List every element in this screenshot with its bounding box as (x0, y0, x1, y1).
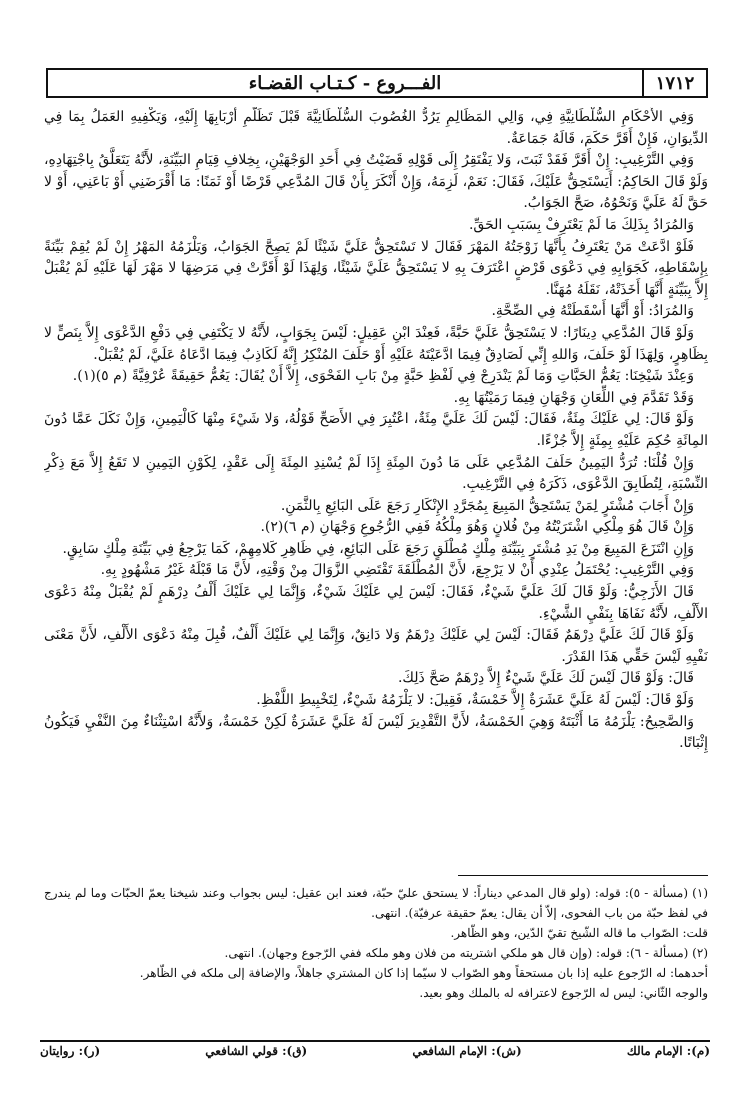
footnotes (44, 883, 708, 1033)
paragraph: وَعِنْدَ شَيْخِنَا: يَعُمُّ الحَبَّاتِ وَمَا لَمْ يَنْدَرِجْ فِي لَفْظِ حَبَّةٍ مِنْ بَابِ الفَحْوَى، إِلاَّ أَنْ يُقَالَ: يَعُمُّ حَقِيقَةً عُرْفِيَّةً (م ٥)(١). (72, 368, 694, 385)
paragraph: وَلَوْ قَالَ لَكَ عَلَيَّ دِرْهَمٌ فَقَالَ: لَيْسَ لِي عَلَيْكَ دِرْهَمٌ وَلا دَانِقٌ، وَإِنَّمَا لِي عَلَيْكَ أَلْفٌ، قُبِلَ مِنْهُ دَعْوَى الأَلْفِ، لأَنَّ مَعْنَى نَفْيِهِ لَيْسَ حَقِّي هَذَا القَدْرَ. (44, 627, 708, 665)
paragraph: وَالمُرَادُ بِذَلِكَ مَا لَمْ يَعْتَرِفْ بِسَبَبِ الحَقِّ. (468, 216, 694, 233)
paragraph: قَالَ الأَزَجِيُّ: وَلَوْ قَالَ لَكَ عَلَيَّ شَيْءٌ، فَقَالَ: لَيْسَ لِي عَلَيْكَ شَيْءٌ، وَإِنَّمَا لِي عَلَيْكَ أَلْفُ دِرْهَمٍ لَمْ يُقْبَلْ مِنْهُ دَعْوَى الأَلْفِ، لأَنَّهُ نَفَاهَا بِنَفْيِ الشَّيْءِ. (44, 584, 708, 622)
footnote-line: والوجه الثّاني: ليس له الرّجوع لاعترافه له بالملك وهو بعيد. (419, 986, 708, 1000)
abbrev-shafii: (ش): الإمام الشافعي (412, 1044, 522, 1058)
footnote-line: أحدهما: له الرّجوع عليه إذا بان مستحقاً وهو الصّواب لا سيّما إذا كان المشتري جاهلاً، والإضافة إلى ملكه في الظّاهر. (139, 966, 708, 980)
footnote-separator (458, 875, 708, 876)
page-header (46, 68, 708, 98)
footnote-line: (١) (مسألة - ٥): قوله: (ولو قال المدعي ديناراً: لا يستحق عليّ حبّة، فعند ابن عقيل: ليس بجواب وعند شيخنا يعمّ الحبّات وما لم يندرج في لفظ حبّة من باب الفحوى، إلاّ أن يقال: يعمّ حقيقة عرفيّة). انتهى. (44, 886, 708, 920)
abbrev-qawlay: (ق): قولي الشافعي (205, 1044, 308, 1058)
paragraph: وَالمُرَادُ: أَوْ أَنَّهَا أَسْقَطَتْهُ فِي الصِّحَّةِ. (491, 303, 694, 320)
paragraph: وَالصَّحِيحُ: يَلْزَمُهُ مَا أَثْبَتَهُ وَهِيَ الخَمْسَةُ، لأَنَّ التَّقْدِيرَ لَيْسَ لَهُ عَلَيَّ عَشَرَةٌ لَكِنْ خَمْسَةٌ، وَلأَنَّهُ اسْتِثْنَاءٌ مِنَ النَّفْيِ فَيَكُونُ إِثْبَاتًا. (44, 713, 708, 752)
paragraph: وَإِنْ قُلْنَا: تُرَدُّ اليَمِينُ حَلَفَ المُدَّعِي عَلَى مَا دُونَ المِئَةِ إِذَا لَمْ يُسْنِدِ المِئَةَ إِلَى عَقْدٍ، لِكَوْنِ اليَمِينِ لا تَقَعُ إِلاَّ مَعَ ذِكْرِ النِّسْبَةِ، لِتُطَابِقَ الدَّعْوَى، ذَكَرَهُ فِي التَّرْغِيبِ. (44, 454, 708, 493)
footnote-line: قلت: الصّواب ما قاله الشّيخ تقيّ الدّين، وهو الظّاهر. (450, 926, 708, 940)
abbrev-malik: (م): الإمام مالك (626, 1044, 710, 1058)
paragraph: وَإِنْ أَجَابَ مُشْتَرٍ لِمَنْ يَسْتَحِقُّ المَبِيعَ بِمُجَرَّدِ الإِنْكَارِ رَجَعَ عَلَى البَائِعِ بِالثَّمَنِ. (280, 497, 694, 514)
paragraph: وَفِي التَّرْغِيبِ: إِنْ أَقَرَّ فَقَدْ ثَبَتَ، وَلا يَفْتَقِرُ إِلَى قَوْلِهِ قَضَيْتُ فِي أَحَدِ الوَجْهَيْنِ، بِخِلافِ قِيَامِ البَيِّنَةِ، لأَنَّهُ يَتَعَلَّقُ بِاجْتِهَادِهِ، وَلَوْ قَالَ الحَاكِمُ: أَيَسْتَحِقُّ عَلَيْكَ، فَقَالَ: نَعَمْ، لَزِمَهُ، وَإِنْ أَنْكَرَ بِأَنْ قَالَ المُدَّعِي قَرْضًا أَوْ ثَمَنًا: مَا أَقْرَضَنِي أَوْ بَاعَنِي، أَوْ لا حَقَّ لَهُ عَلَيَّ وَنَحْوُهُ، صَحَّ الجَوَابُ. (44, 152, 708, 212)
paragraph: وَلَوْ قَالَ: لِي عَلَيْكَ مِئَةٌ، فَقَالَ: لَيْسَ لَكَ عَلَيَّ مِئَةٌ، اعْتُبِرَ فِي الأَصَحِّ قَوْلُهُ، وَلا شَيْءَ مِنْهَا كَالْيَمِينِ، وَإِنْ نَكَلَ عَمَّا دُونَ المِائَةِ حُكِمَ عَلَيْهِ بِمِئَةٍ إِلاَّ جُزْءًا. (44, 411, 708, 449)
paragraph: وَإِنْ قَالَ هُوَ مِلْكِي اشْتَرَيْتُهُ مِنْ فُلانٍ وَهُوَ مِلْكُهُ فَفِي الرُّجُوعِ وَجْهَانِ (م ٦)(٢). (260, 519, 694, 536)
paragraph: وَفِي الأَحْكَامِ السُّلْطَانِيَّةِ فِي، وَالِي المَظَالِمِ يَرُدُّ الغُصُوبَ السُّلْطَانِيَّةَ قَبْلَ تَظَلُّمِ أَرْبَابِهَا إِلَيْهِ، وَيَكْفِيهِ العَمَلُ بِمَا فِي الدِّيوَانِ، فَإِنْ أَقَرَّ حَكَمَ، قَالَهُ جَمَاعَةٌ. (44, 109, 708, 147)
paragraph: قَالَ: وَلَوْ قَالَ لَيْسَ لَكَ عَلَيَّ شَيْءٌ إِلاَّ دِرْهَمٌ صَحَّ ذَلِكَ. (397, 670, 694, 687)
paragraph: فَلَوْ ادَّعَتْ مَنْ يَعْتَرِفُ بِأَنَّهَا زَوْجَتُهُ المَهْرَ فَقَالَ لا تَسْتَحِقُّ عَلَيَّ شَيْئًا لَمْ يَصِحَّ الجَوَابُ، وَيَلْزَمُهُ المَهْرُ إِنْ لَمْ يُقِمْ بَيِّنَةً بِإِسْقَاطِهِ، كَجَوَابِهِ فِي دَعْوَى قَرْضٍ اعْتَرَفَ بِهِ لا يَسْتَحِقُّ عَلَيَّ شَيْئًا، وَلِهَذَا لَوْ أَقَرَّتْ فِي مَرَضِهَا لا مَهْرَ لَهَا عَلَيْهِ لَمْ يُقْبَلْ إِلاَّ بِبَيِّنَةٍ أَنَّهَا أَخَذَتْهُ، نَقَلَهُ مُهَنَّا. (44, 238, 708, 298)
paragraph: وَفِي التَّرْغِيبِ: يُحْتَمَلُ عِنْدِي أَنْ لا يَرْجِعَ، لأَنَّ المُطْلَقَةَ تَقْتَضِي الزَّوَالَ مِنْ وَقْتِهِ، لأَنَّ مَا قَبْلَهُ غَيْرُ مَشْهُودٍ بِهِ. (100, 562, 694, 579)
footer-separator (40, 1040, 710, 1042)
paragraph: وَلَوْ قَالَ: لَيْسَ لَهُ عَلَيَّ عَشَرَةٌ إِلاَّ خَمْسَةٌ، فَقِيلَ: لا يَلْزَمُهُ شَيْءٌ، لِتَخْبِيطِ اللَّفْظِ. (256, 692, 694, 709)
paragraph: وَإِنِ انْتَزَعَ المَبِيعَ مِنْ يَدِ مُشْتَرٍ بِبَيِّنَةِ مِلْكٍ مُطْلَقٍ رَجَعَ عَلَى البَائِعِ، فِي ظَاهِرِ كَلامِهِمْ، كَمَا يَرْجِعُ فِي بَيِّنَةِ مِلْكٍ سَابِقٍ. (62, 540, 694, 557)
running-title: الفـــروع - كـتـاب القضـاء (248, 72, 442, 94)
paragraph: وَلَوْ قَالَ المُدَّعِي دِينَارًا: لا يَسْتَحِقُّ عَلَيَّ حَبَّةً، فَعِنْدَ ابْنِ عَقِيلٍ: لَيْسَ بِجَوَابٍ، لأَنَّهُ لا يَكْتَفِي فِي دَفْعِ الدَّعْوَى إِلاَّ بِنَصٍّ لا بِظَاهِرٍ، وَلِهَذَا لَوْ حَلَفَ، وَاللهِ إِنِّي لَصَادِقٌ فِيمَا ادَّعَيْتَهُ عَلَيْهِ أَوْ حَلَفَ المُنْكِرُ إِنَّهُ لَكَاذِبٌ فِيمَا ادَّعَاهُ عَلَيَّ، لَمْ يُقْبَلْ. (44, 324, 708, 363)
paragraph: وَقَدْ تَقَدَّمَ فِي اللِّعَانِ وَجْهَانِ فِيمَا رَمَيْتُهَا بِهِ. (453, 389, 694, 406)
abbreviation-key (40, 1044, 710, 1064)
page-number: ١٧١٢ (642, 70, 706, 96)
footnote-line: (٢) (مسألة - ٦): قوله: (وإن قال هو ملكي اشتريته من فلان وهو ملكه ففي الرّجوع وجهان). انتهى. (224, 946, 708, 960)
abbrev-riwayatan: (ر): روايتان (40, 1044, 101, 1058)
main-text (44, 107, 708, 865)
